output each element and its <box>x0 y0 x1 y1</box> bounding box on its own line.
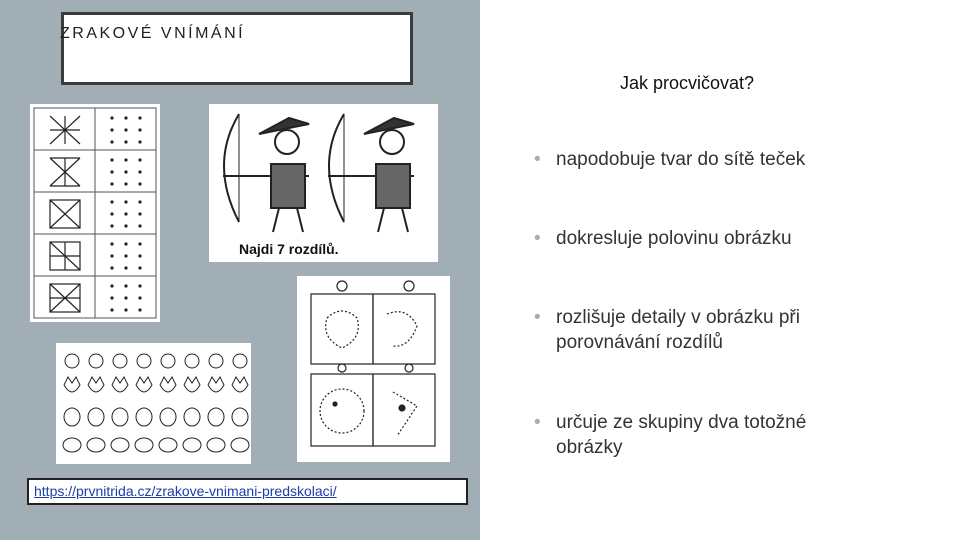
bullet-marker: • <box>534 228 541 249</box>
bullet-text: dokresluje polovinu obrázku <box>556 228 792 249</box>
identical-pictures-image <box>56 343 251 464</box>
bullet-item <box>534 305 874 355</box>
dot-grid-drawing <box>30 104 160 322</box>
half-drawing-worksheet <box>297 276 450 462</box>
title-box <box>61 12 413 85</box>
half-drawing-image <box>297 276 450 462</box>
find-differences-image <box>209 104 438 262</box>
bullet-marker: • <box>534 412 541 433</box>
bullet-text: určuje ze skupiny dva totožné obrázky <box>556 412 807 458</box>
identical-pictures-worksheet <box>56 343 251 464</box>
bullet-item <box>534 410 874 460</box>
archer-drawing <box>209 104 438 262</box>
bullet-text: rozlišuje detaily v obrázku při porovnávání rozdílů <box>556 307 800 353</box>
slide-subtitle: Jak procvičovat? <box>620 73 755 93</box>
dot-grid-worksheet-image <box>30 104 160 322</box>
source-link[interactable]: https://prvnitrida.cz/zrakove-vnimani-predskolaci/ <box>34 483 337 499</box>
bullet-marker: • <box>534 307 541 328</box>
bullet-item <box>534 226 914 251</box>
bullet-text: napodobuje tvar do sítě teček <box>556 149 806 170</box>
bullet-marker: • <box>534 149 541 170</box>
differences-caption: Najdi 7 rozdílů. <box>239 241 339 257</box>
slide-title: ZRAKOVÉ VNÍMÁNÍ <box>60 25 246 42</box>
source-link-box <box>27 478 468 505</box>
bullet-item <box>534 147 914 172</box>
